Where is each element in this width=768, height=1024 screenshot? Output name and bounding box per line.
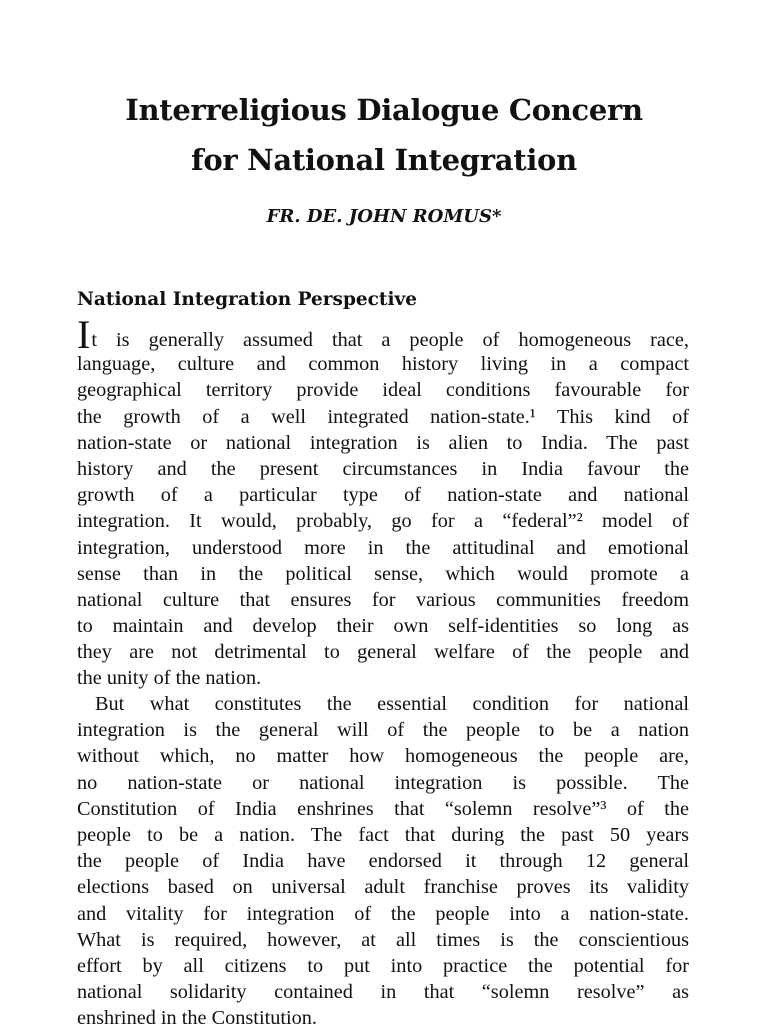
article-title-line-1: Interreligious Dialogue Concern — [125, 93, 643, 127]
paragraph-line: integration. It would, probably, go for a “federal”² model of — [77, 510, 689, 533]
paragraph-line: language, culture and common history living in a compact — [77, 353, 689, 376]
paragraph-line: What is required, however, at all times is the conscientious — [77, 928, 689, 951]
article-title-line-2: for National Integration — [191, 143, 577, 177]
paragraph-line: integration, understood more in the attitudinal and emotional — [77, 536, 689, 559]
paragraph-line: integration is the general will of the people to be a nation — [77, 719, 689, 742]
paragraph-2 — [77, 691, 689, 1024]
paragraph-line: the people of India have endorsed it through 12 general — [77, 850, 689, 873]
paragraph-line: the growth of a well integrated nation-state.¹ This kind of — [77, 405, 689, 428]
paragraph-line: Constitution of India enshrines that “solemn resolve”³ of the — [77, 797, 689, 820]
paragraph-line: history and the present circumstances in India favour the — [77, 457, 689, 480]
paragraph-line: the unity of the nation. — [77, 667, 262, 690]
paragraph-line: and vitality for integration of the people into a nation-state. — [77, 902, 689, 925]
drop-cap: I — [77, 312, 91, 357]
paragraph-line: to maintain and develop their own self-identities so long as — [77, 615, 689, 638]
paragraph-line: national culture that ensures for various communities freedom — [77, 588, 689, 611]
paragraph-line: nation-state or national integration is alien to India. The past — [77, 431, 689, 454]
paragraph-line: they are not detrimental to general welfare of the people and — [77, 641, 689, 664]
paragraph-line: people to be a nation. The fact that during the past 50 years — [77, 823, 689, 846]
paragraph-line: elections based on universal adult franchise proves its validity — [77, 876, 689, 899]
paragraph-line: enshrined in the Constitution. — [77, 1007, 317, 1024]
paragraph-line: no nation-state or national integration is possible. The — [77, 771, 689, 794]
paragraph-line: without which, no matter how homogeneous the people are, — [77, 745, 689, 768]
paragraph-line-text: t is generally assumed that a people of homogeneous race, — [91, 329, 689, 351]
paragraph-line: effort by all citizens to put into practice the potential for — [77, 954, 689, 977]
section-heading: National Integration Perspective — [77, 289, 418, 310]
paragraph-1 — [77, 312, 689, 692]
paragraph-line: sense than in the political sense, which would promote a — [77, 562, 689, 585]
paragraph-line: growth of a particular type of nation-state and national — [77, 484, 689, 507]
paragraph-line: national solidarity contained in that “solemn resolve” as — [77, 981, 689, 1004]
paragraph-line — [77, 312, 689, 357]
article-author: FR. DE. JOHN ROMUS* — [266, 206, 502, 227]
paragraph-line: But what constitutes the essential condition for national — [95, 693, 689, 715]
paragraph-line: geographical territory provide ideal conditions favourable for — [77, 379, 689, 402]
